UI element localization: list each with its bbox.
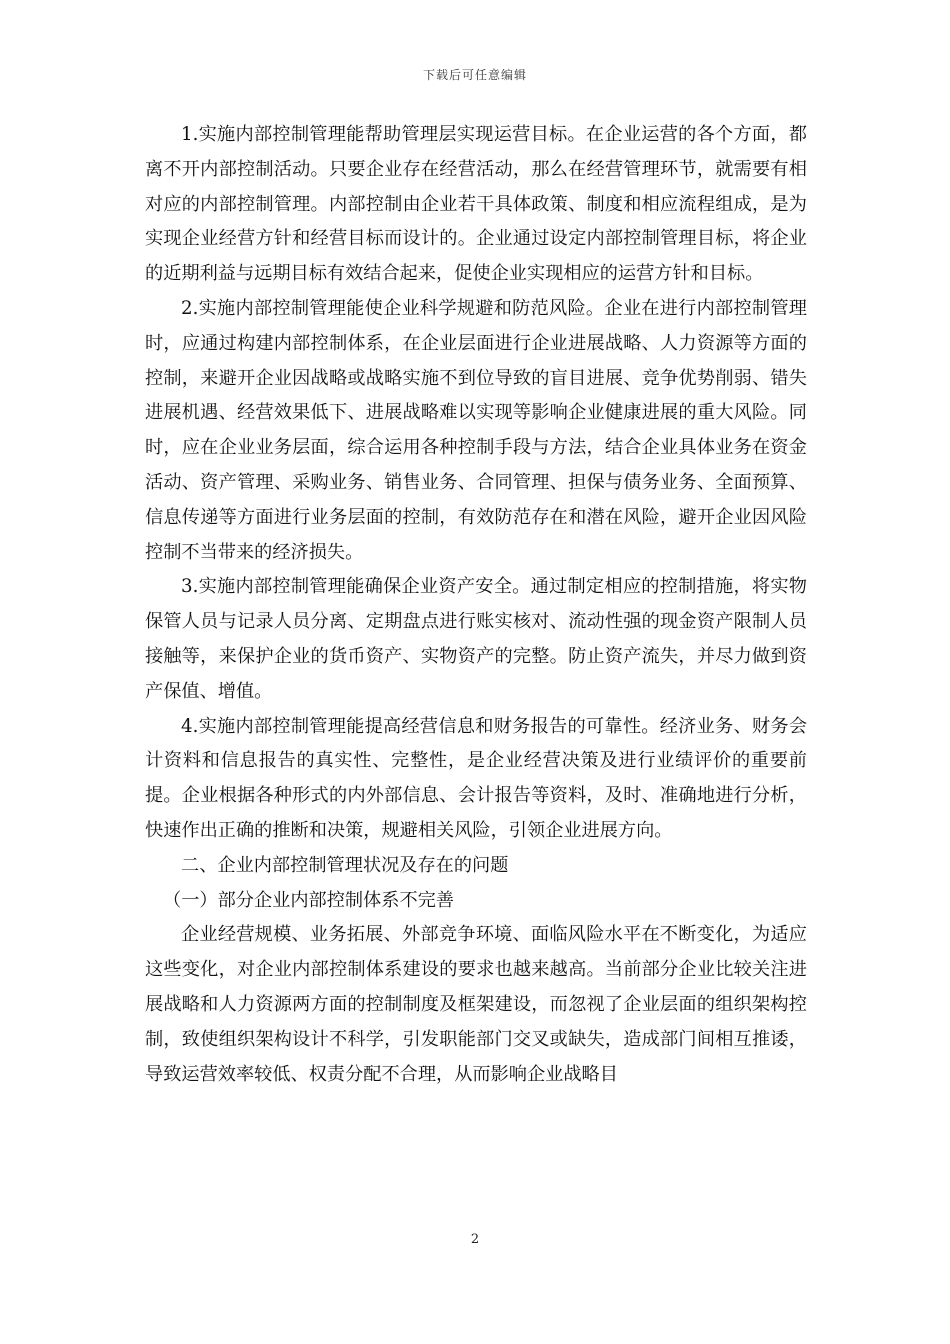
paragraph-2: 2.实施内部控制管理能使企业科学规避和防范风险。企业在进行内部控制管理时，应通过构建内部控制体系，在企业层面进行企业进展战略、人力资源等方面的控制，来避开企业因战略或战略实施不到位导致的盲目进展、竞争优势削弱、错失进展机遇、经营效果低下、进展战略难以实现等影响企业健康进展的重大风险。同时，应在企业业务层面，综合运用各种控制手段与方法，结合企业具体业务在资金活动、资产管理、采购业务、销售业务、合同管理、担保与债务业务、全面预算、信息传递等方面进行业务层面的控制，有效防范存在和潜在风险，避开企业因风险控制不当带来的经济损失。 [145,297,807,563]
section-heading: 二、企业内部控制管理状况及存在的问题 [181,854,509,876]
page-number: 2 [470,1232,480,1247]
paragraph-3: 3.实施内部控制管理能确保企业资产安全。通过制定相应的控制措施，将实物保管人员与记录人员分离、定期盘点进行账实核对、流动性强的现金资产限制人员接触等，来保护企业的货币资产、实物资产的完整。防止资产流失，并尽力做到资产保值、增值。 [145,576,807,702]
document-body [145,118,807,1092]
subsection-heading: （一）部分企业内部控制体系不完善 [163,889,455,911]
page-header: 下载后可任意编辑 [422,68,527,82]
paragraph-5: 企业经营规模、业务拓展、外部竞争环境、面临风险水平在不断变化，为适应这些变化，对企业内部控制体系建设的要求也越来越高。当前部分企业比较关注进展战略和人力资源两方面的控制制度及框架建设，而忽视了企业层面的组织架构控制，致使组织架构设计不科学，引发职能部门交叉或缺失，造成部门间相互推诿，导致运营效率较低、权责分配不合理，从而影响企业战略目 [145,924,807,1085]
paragraph-1: 1.实施内部控制管理能帮助管理层实现运营目标。在企业运营的各个方面，都离不开内部控制活动。只要企业存在经营活动，那么在经营管理环节，就需要有相对应的内部控制管理。内部控制由企业若干具体政策、制度和相应流程组成，是为实现企业经营方针和经营目标而设计的。企业通过设定内部控制管理目标，将企业的近期利益与远期目标有效结合起来，促使企业实现相应的运营方针和目标。 [145,124,807,285]
paragraph-4: 4.实施内部控制管理能提高经营信息和财务报告的可靠性。经济业务、财务会计资料和信息报告的真实性、完整性，是企业经营决策及进行业绩评价的重要前提。企业根据各种形式的内外部信息、会计报告等资料，及时、准确地进行分析，快速作出正确的推断和决策，规避相关风险，引领企业进展方向。 [145,715,807,841]
